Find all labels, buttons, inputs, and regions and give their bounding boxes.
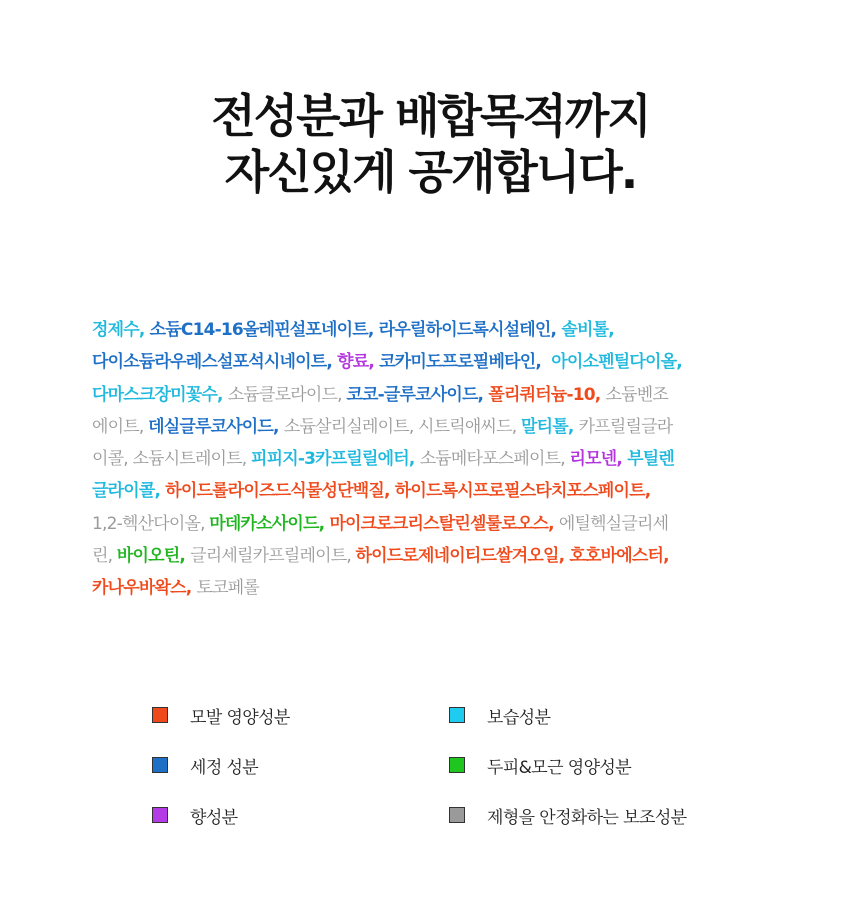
ingredient-line (92, 475, 782, 507)
ingredient-text: 카프릴릴글라 (578, 416, 673, 437)
ingredient-line (92, 443, 782, 475)
ingredient-text: 토코페롤 (196, 578, 260, 599)
headline-line-2: 자신있게 공개합니다. (224, 145, 637, 199)
legend-swatch (449, 807, 465, 823)
ingredient-text: 다마스크장미꽃수, (92, 384, 228, 405)
ingredient-line (92, 346, 782, 378)
legend-swatch (449, 707, 465, 723)
ingredient-list (92, 314, 782, 605)
ingredient-text: 폴리쿼터늄-10, (488, 384, 606, 405)
legend-item-scalp-nutrition (449, 753, 631, 777)
headline-line-1: 전성분과 배합목적까지 (211, 89, 650, 143)
ingredient-text: 아이소펜틸다이올, (546, 352, 682, 373)
ingredient-text: 린, (92, 546, 117, 567)
ingredient-text: 1,2-헥산다이올, (92, 513, 210, 534)
headline (0, 88, 861, 200)
ingredient-text: 호호바에스터, (569, 546, 669, 567)
ingredient-text: 피피지-3카프릴릴에터, (251, 449, 420, 470)
ingredient-line (92, 572, 782, 604)
legend-item-cleansing (152, 753, 258, 777)
ingredient-text: 글리세릴카프릴레이트, (190, 546, 356, 567)
legend-label: 제형을 안정화하는 보조성분 (487, 807, 687, 828)
legend-item-hair-nutrition (152, 703, 290, 727)
ingredient-text: 카나우바왁스, (92, 578, 197, 599)
ingredient-text: 라우릴하이드록시설테인, (378, 320, 562, 340)
ingredient-text: 리모넨, (569, 449, 628, 470)
ingredient-text: 코코-글루코사이드, (346, 384, 489, 405)
ingredient-text: 하이드로제네이티드쌀겨오일, (355, 546, 570, 567)
ingredient-text: 솔비톨, (561, 320, 614, 340)
ingredient-line (92, 379, 782, 411)
ingredient-text: 하이드록시프로필스타치포스페이트, (394, 481, 651, 502)
ingredient-text: 소듐C14-16올레핀설포네이트, (149, 320, 379, 340)
ingredient-text: 글라이콜, (92, 481, 166, 502)
ingredient-text: 에이트, (92, 416, 149, 437)
ingredient-text: 마데카소사이드, (209, 513, 330, 534)
ingredient-text: 소듐클로라이드, (227, 384, 347, 405)
ingredient-text: 향료, (337, 352, 380, 373)
legend-label: 향성분 (190, 807, 238, 828)
legend-label: 세정 성분 (190, 757, 259, 778)
legend-swatch (449, 757, 465, 773)
ingredient-text: 소듐살리실레이트, 시트릭애씨드, (283, 416, 521, 437)
legend-swatch (152, 707, 168, 723)
ingredient-text: 에틸헥실글리세 (558, 513, 669, 534)
legend-label: 보습성분 (487, 707, 551, 728)
ingredient-text: 데실글루코사이드, (148, 416, 284, 437)
ingredient-line (92, 508, 782, 540)
ingredient-text: 이콜, 소듐시트레이트, (92, 449, 252, 470)
ingredient-text: 정제수, (92, 320, 150, 340)
legend-item-fragrance (152, 803, 237, 827)
ingredient-text: 하이드롤라이즈드식물성단백질, (165, 481, 395, 502)
ingredient-text: 소듐메타포스페이트, (419, 449, 570, 470)
legend-swatch (152, 757, 168, 773)
ingredient-text: 말티톨, (520, 416, 579, 437)
legend-swatch (152, 807, 168, 823)
ingredient-text: 바이오틴, (116, 546, 191, 567)
legend-label: 모발 영양성분 (190, 707, 290, 728)
ingredient-text: 마이크로크리스탈린셀룰로오스, (329, 513, 559, 534)
ingredient-line (92, 540, 782, 572)
ingredient-text: 부틸렌 (627, 449, 675, 470)
ingredient-text: 코카미도프로필베타인, (379, 352, 547, 373)
legend-item-auxiliary (449, 803, 686, 827)
legend-item-moisture (449, 703, 550, 727)
ingredient-line (92, 411, 782, 443)
ingredient-text: 다이소듐라우레스설포석시네이트, (92, 352, 338, 373)
legend-label: 두피&모근 영양성분 (487, 757, 632, 778)
ingredient-line (92, 314, 782, 346)
ingredient-text: 소듐벤조 (605, 384, 669, 405)
